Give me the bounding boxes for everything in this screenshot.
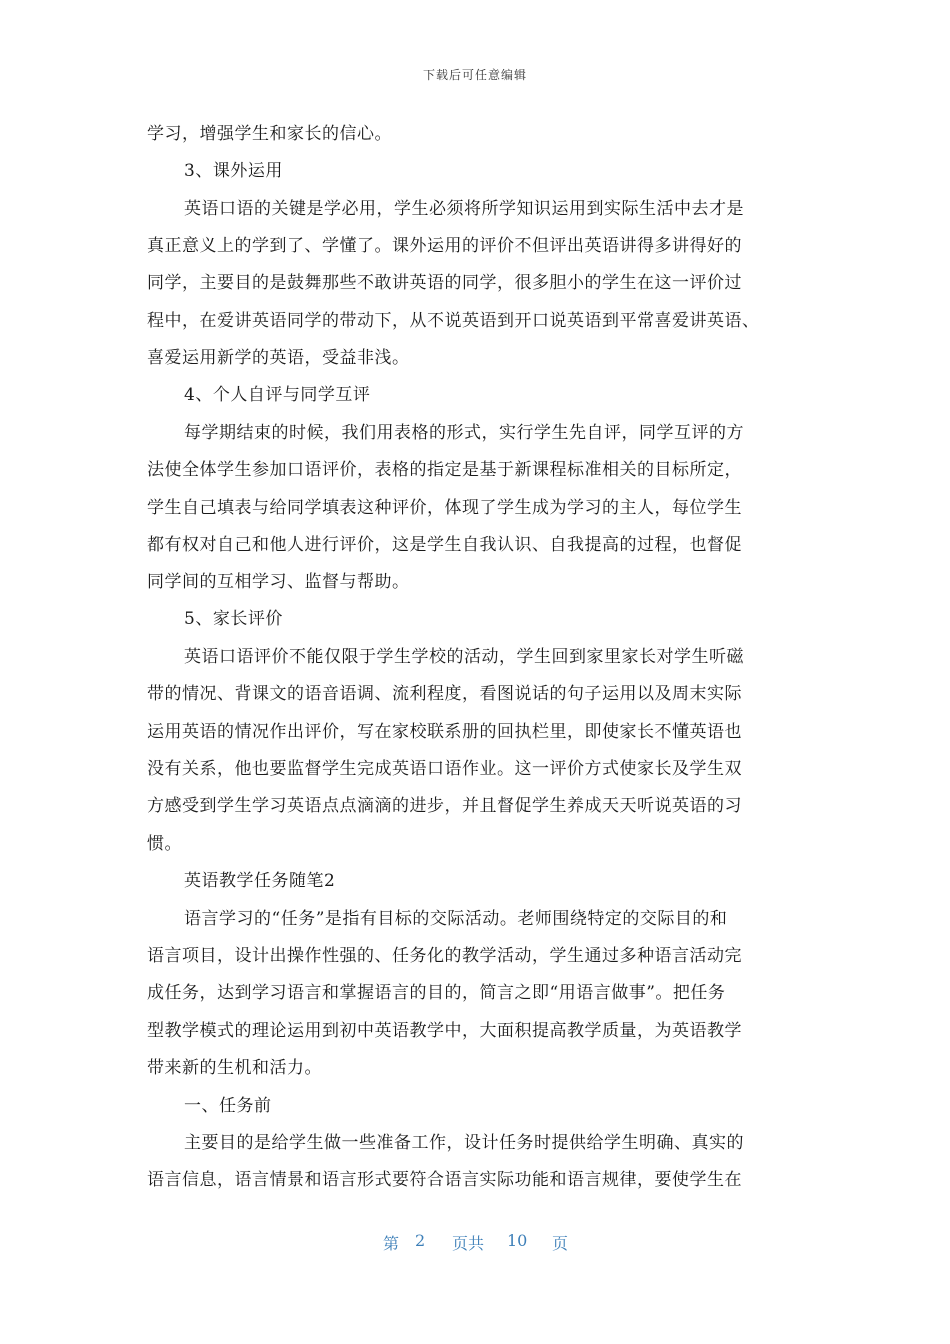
body-line: 语言信息，语言情景和语言形式要符合语言实际功能和语言规律，要使学生在: [147, 1170, 742, 1190]
body-line: 语言项目，设计出操作性强的、任务化的教学活动，学生通过多种语言活动完: [147, 946, 742, 966]
total-pages: 10: [507, 1231, 528, 1250]
body-line: 真正意义上的学到了、学懂了。课外运用的评价不但评出英语讲得多讲得好的: [147, 236, 742, 256]
body-line: 法使全体学生参加口语评价，表格的指定是基于新课程标准相关的目标所定，: [147, 460, 742, 480]
body-line: 主要目的是给学生做一些准备工作，设计任务时提供给学生明确、真实的: [184, 1133, 744, 1153]
body-line: 程中，在爱讲英语同学的带动下，从不说英语到开口说英语到平常喜爱讲英语、: [147, 311, 760, 331]
body-line: 惯。: [147, 834, 182, 854]
body-line: 每学期结束的时候，我们用表格的形式，实行学生先自评，同学互评的方: [184, 423, 744, 443]
body-line: 都有权对自己和他人进行评价，这是学生自我认识、自我提高的过程，也督促: [147, 535, 742, 555]
body-line: 没有关系，他也要监督学生完成英语口语作业。这一评价方式使家长及学生双: [147, 759, 742, 779]
body-line: 英语口语评价不能仅限于学生学校的活动，学生回到家里家长对学生听磁: [184, 647, 744, 667]
body-line: 带来新的生机和活力。: [147, 1058, 322, 1078]
page-separator: 页共: [452, 1234, 485, 1253]
body-line: 语言学习的“任务”是指有目标的交际活动。老师围绕特定的交际目的和: [184, 909, 728, 929]
page-suffix: 页: [552, 1234, 569, 1253]
section-heading: 一、任务前: [184, 1096, 272, 1116]
body-line: 方感受到学生学习英语点点滴滴的进步，并且督促学生养成天天听说英语的习: [147, 796, 742, 816]
section-heading: 3、课外运用: [184, 161, 283, 181]
body-line: 成任务，达到学习语言和掌握语言的目的，简言之即“用语言做事”。把任务: [147, 983, 726, 1003]
page-label: 第: [383, 1234, 400, 1253]
body-line: 学习，增强学生和家长的信心。: [147, 124, 392, 144]
body-line: 同学，主要目的是鼓舞那些不敢讲英语的同学，很多胆小的学生在这一评价过: [147, 273, 742, 293]
body-line: 英语口语的关键是学必用，学生必须将所学知识运用到实际生活中去才是: [184, 199, 744, 219]
body-line: 学生自己填表与给同学填表这种评价，体现了学生成为学习的主人，每位学生: [147, 498, 742, 518]
body-line: 带的情况、背课文的语音语调、流利程度，看图说话的句子运用以及周末实际: [147, 684, 742, 704]
body-line: 型教学模式的理论运用到初中英语教学中，大面积提高教学质量，为英语教学: [147, 1021, 742, 1041]
article-title: 英语教学任务随笔2: [184, 871, 336, 891]
section-heading: 5、家长评价: [184, 609, 283, 629]
body-line: 运用英语的情况作出评价，写在家校联系册的回执栏里，即使家长不懂英语也: [147, 722, 742, 742]
body-line: 喜爱运用新学的英语，受益非浅。: [147, 348, 410, 368]
body-line: 同学间的互相学习、监督与帮助。: [147, 572, 410, 592]
page-header: 下载后可任意编辑: [422, 68, 527, 82]
section-heading: 4、个人自评与同学互评: [184, 385, 371, 405]
page-number: 2: [415, 1231, 426, 1250]
